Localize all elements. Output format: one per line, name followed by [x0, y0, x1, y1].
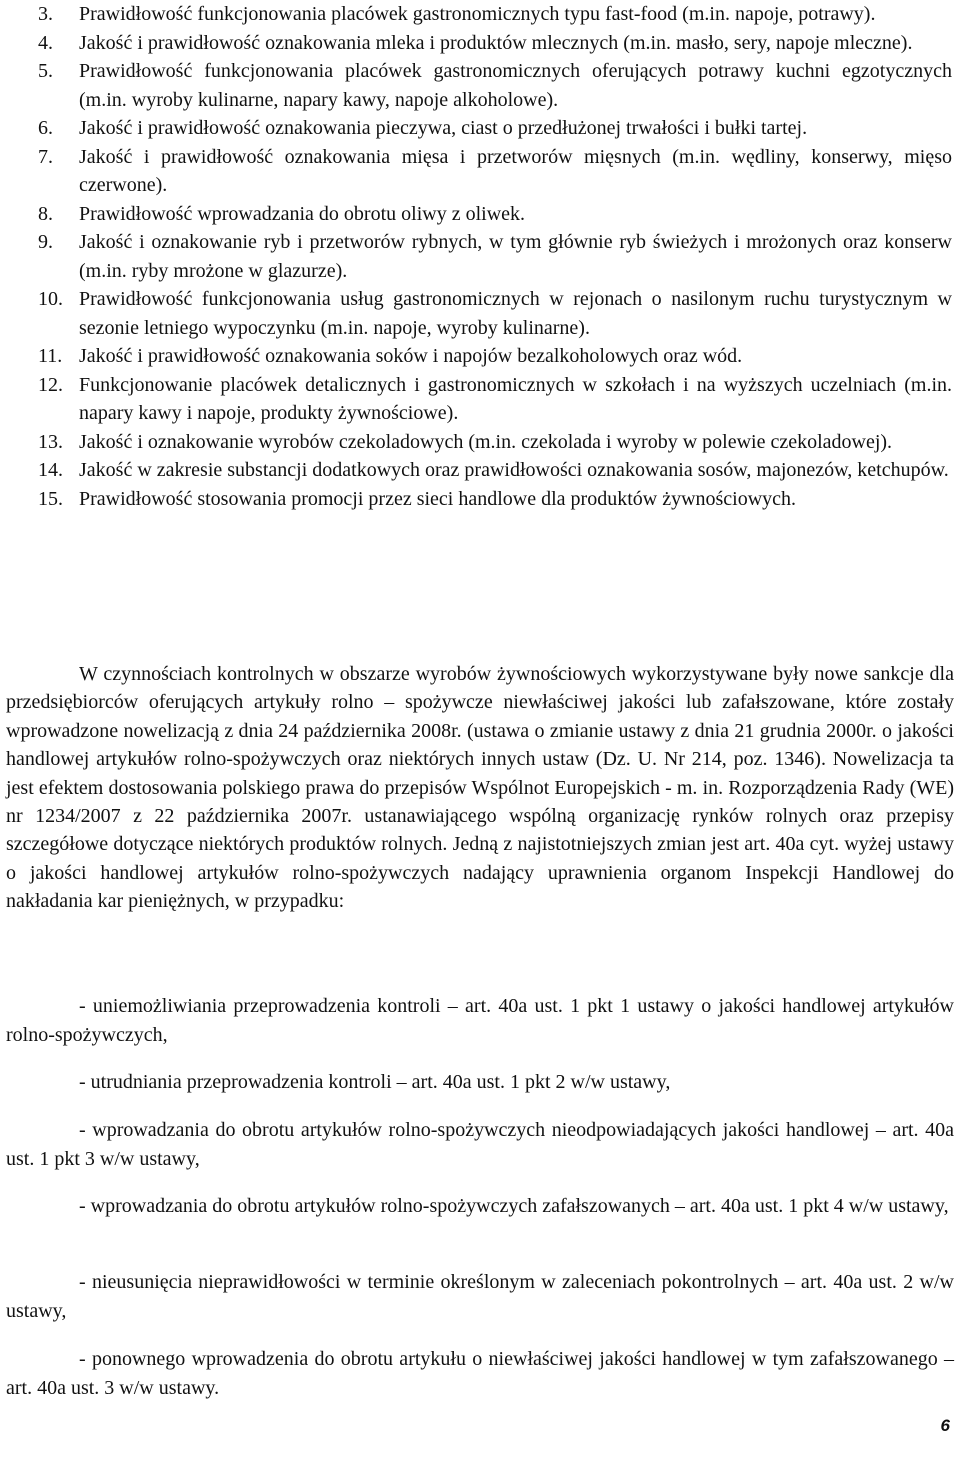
list-item: [0, 57, 960, 114]
penalty-bullet: - uniemożliwiania przeprowadzenia kontroli – art. 40a ust. 1 pkt 1 ustawy o jakości handlowej artykułów rolno-spożywczych,: [6, 995, 954, 1046]
penalty-bullet: - ponownego wprowadzenia do obrotu artykułu o niewłaściwej jakości handlowej w tym zafałszowanego – art. 40a ust. 3 w/w ustawy.: [6, 1348, 954, 1399]
list-item: [0, 485, 960, 514]
list-item: [0, 228, 960, 285]
page-number: 6: [940, 1416, 950, 1435]
list-item-text: Jakość i prawidłowość oznakowania mleka i produktów mlecznych (m.in. masło, sery, napoje mleczne).: [79, 31, 913, 54]
penalty-bullet: - wprowadzania do obrotu artykułów rolno-spożywczych nieodpowiadających jakości handlowej – art. 40a ust. 1 pkt 3 w/w ustawy,: [6, 1119, 954, 1170]
list-item-number: 15.: [38, 487, 63, 510]
list-item-text: Prawidłowość wprowadzania do obrotu oliwy z oliwek.: [79, 202, 526, 225]
list-item-text: Prawidłowość funkcjonowania placówek gastronomicznych oferujących potrawy kuchni egzotycznych (m.in. wyroby kulinarne, napary kawy, napoje alkoholowe).: [79, 60, 952, 111]
list-item-number: 11.: [38, 345, 63, 367]
list-item-number: 3.: [38, 3, 53, 25]
body-paragraph: W czynnościach kontrolnych w obszarze wyrobów żywnościowych wykorzystywane były nowe sankcje dla przedsiębiorców oferujących artykuły rolno – spożywcze niewłaściwej jakości lub zafałszowane, które zostały wprowadzone nowelizacją z dnia 24 października 2008r. (ustawa o zmianie ustawy z dnia 21 grudnia 2000r. o jakości handlowej artykułów rolno-spożywczych oraz niektórych innych ustaw (Dz. U. Nr 214, poz. 1346). Nowelizacja ta jest efektem dostosowania polskiego prawa do przepisów Wspólnot Europejskich - m. in. Rozporządzenia Rady (WE) nr 1234/2007 z 22 października 2007r. ustanawiającego wspólną organizację rynków rolnych oraz przepisy szczegółowe dotyczące niektórych produktów rolnych. Jedną z najistotniejszych zmian jest art. 40a cyt. wyżej ustawy o jakości handlowej artykułów rolno-spożywczych nadający uprawnienia organom Inspekcji Handlowej do nakładania kar pieniężnych, w przypadku:: [6, 663, 954, 913]
list-item-text: Prawidłowość funkcjonowania usług gastronomicznych w rejonach o nasilonym ruchu turystycznym w sezonie letniego wypoczynku (m.in. napoje, wyroby kulinarne).: [79, 288, 952, 339]
list-item-text: Jakość i prawidłowość oznakowania pieczywa, ciast o przedłużonej trwałości i bułki tartej.: [79, 117, 808, 139]
list-item-number: 14.: [38, 459, 63, 481]
list-item-number: 4.: [38, 31, 53, 54]
list-item-number: 9.: [38, 231, 53, 253]
list-item-text: Jakość i prawidłowość oznakowania soków i napojów bezalkoholowych oraz wód.: [79, 345, 743, 367]
list-item-text: Jakość i prawidłowość oznakowania mięsa i przetworów mięsnych (m.in. wędliny, konserwy, mięso czerwone).: [79, 145, 952, 196]
list-item: [0, 428, 960, 457]
list-item-text: Prawidłowość stosowania promocji przez sieci handlowe dla produktów żywnościowych.: [79, 487, 797, 510]
list-item: [0, 29, 960, 58]
list-item: [0, 143, 960, 200]
list-item-number: 5.: [38, 60, 53, 82]
list-item-number: 12.: [38, 373, 63, 396]
penalty-bullet: - nieusunięcia nieprawidłowości w terminie określonym w zaleceniach pokontrolnych – art. 40a ust. 2 w/w ustawy,: [6, 1271, 954, 1322]
inspection-topics-list: [0, 0, 960, 513]
penalty-bullet: - wprowadzania do obrotu artykułów rolno-spożywczych zafałszowanych – art. 40a ust. 1 pkt 4 w/w ustawy,: [79, 1195, 949, 1217]
list-item-number: 10.: [38, 288, 63, 310]
list-item: [0, 342, 960, 371]
list-item-number: 6.: [38, 117, 53, 139]
penalty-bullet: - utrudniania przeprowadzenia kontroli – art. 40a ust. 1 pkt 2 w/w ustawy,: [79, 1071, 671, 1093]
list-item: [0, 285, 960, 342]
list-item: [0, 371, 960, 428]
list-item-text: Prawidłowość funkcjonowania placówek gastronomicznych typu fast-food (m.in. napoje, potrawy).: [79, 3, 876, 25]
list-item-text: Funkcjonowanie placówek detalicznych i gastronomicznych w szkołach i na wyższych uczelniach (m.in. napary kawy i napoje, produkty żywnościowe).: [79, 373, 952, 424]
list-item-text: Jakość w zakresie substancji dodatkowych oraz prawidłowości oznakowania sosów, majonezów, ketchupów.: [79, 459, 949, 481]
list-item: [0, 200, 960, 229]
list-item: [0, 114, 960, 143]
list-item-number: 13.: [38, 430, 63, 453]
list-item: [0, 456, 960, 485]
list-item-text: Jakość i oznakowanie ryb i przetworów rybnych, w tym głównie ryb świeżych i mrożonych oraz konserw (m.in. ryby mrożone w glazurze).: [79, 231, 952, 282]
list-item-number: 8.: [38, 202, 53, 225]
list-item: [0, 0, 960, 29]
list-item-text: Jakość i oznakowanie wyrobów czekoladowych (m.in. czekolada i wyroby w polewie czekoladowej).: [79, 430, 893, 453]
list-item-number: 7.: [38, 145, 53, 168]
